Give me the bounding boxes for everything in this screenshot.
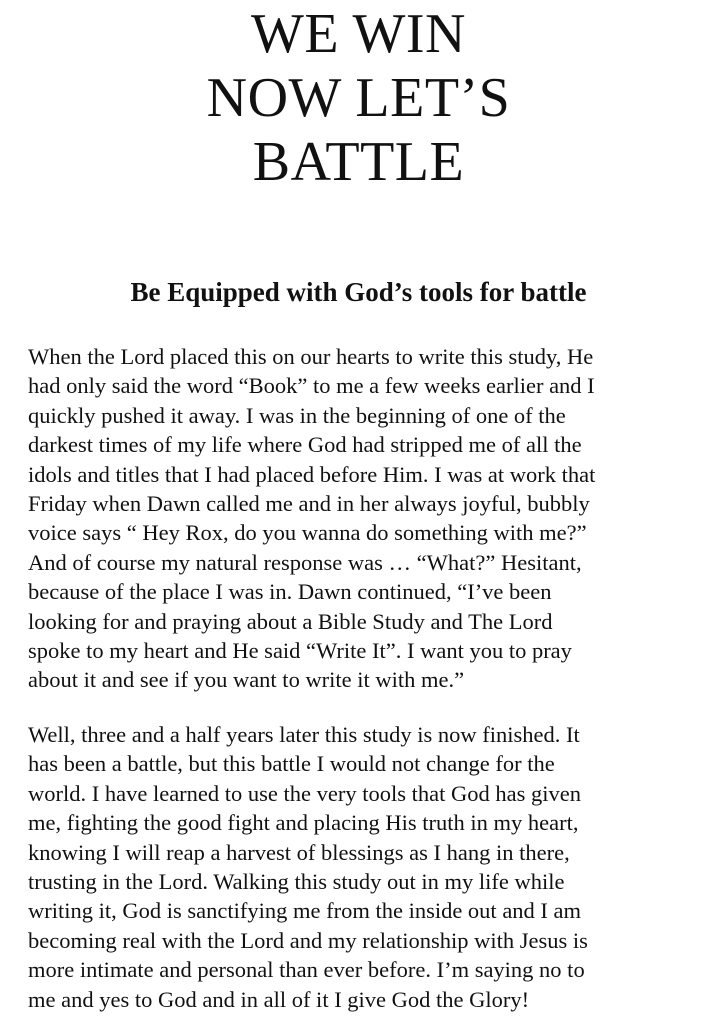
paragraph-line: more intimate and personal than ever before. I’m saying no to: [28, 957, 585, 983]
paragraph-line: voice says “ Hey Rox, do you wanna do something with me?”: [28, 520, 587, 546]
page-title: [0, 2, 717, 194]
paragraph-line: When the Lord placed this on our hearts to write this study, He: [28, 344, 594, 369]
paragraph-line: me, fighting the good fight and placing His truth in my heart,: [28, 810, 579, 836]
paragraph-line: has been a battle, but this battle I would not change for the: [28, 751, 555, 777]
paragraph-line: becoming real with the Lord and my relationship with Jesus is: [28, 927, 588, 953]
paragraph-line: idols and titles that I had placed before Him. I was at work that: [28, 461, 596, 487]
paragraph-line: me and yes to God and in all of it I give God the Glory!: [28, 986, 530, 1012]
paragraph-line: world. I have learned to use the very tools that God has given: [28, 780, 581, 806]
body-paragraph: [28, 720, 693, 1014]
paragraph-line: looking for and praying about a Bible Study and The Lord: [28, 608, 553, 634]
title-line: NOW LET’S: [206, 67, 511, 129]
paragraph-line: had only said the word “Book” to me a few weeks earlier and I: [28, 373, 595, 399]
paragraph-line: trusting in the Lord. Walking this study out in my life while: [28, 869, 565, 895]
paragraph-line: because of the place I was in. Dawn continued, “I’ve been: [28, 579, 552, 605]
title-line: BATTLE: [252, 131, 465, 193]
paragraph-line: darkest times of my life where God had stripped me of all the: [28, 432, 582, 458]
title-line: WE WIN: [251, 3, 466, 65]
paragraph-line: spoke to my heart and He said “Write It”. I want you to pray: [28, 638, 572, 664]
paragraph-line: Friday when Dawn called me and in her always joyful, bubbly: [28, 491, 590, 517]
paragraph-line: And of course my natural response was … “What?” Hesitant,: [28, 549, 582, 575]
paragraph-line: quickly pushed it away. I was in the beginning of one of the: [28, 402, 566, 428]
paragraph-line: writing it, God is sanctifying me from the inside out and I am: [28, 898, 582, 924]
body-paragraph: [28, 342, 693, 695]
paragraph-line: knowing I will reap a harvest of blessings as I hang in there,: [28, 839, 570, 865]
paragraph-line: Well, three and a half years later this study is now finished. It: [28, 722, 580, 747]
page-subtitle: Be Equipped with God’s tools for battle: [130, 277, 587, 307]
paragraph-line: about it and see if you want to write it with me.”: [28, 667, 465, 693]
